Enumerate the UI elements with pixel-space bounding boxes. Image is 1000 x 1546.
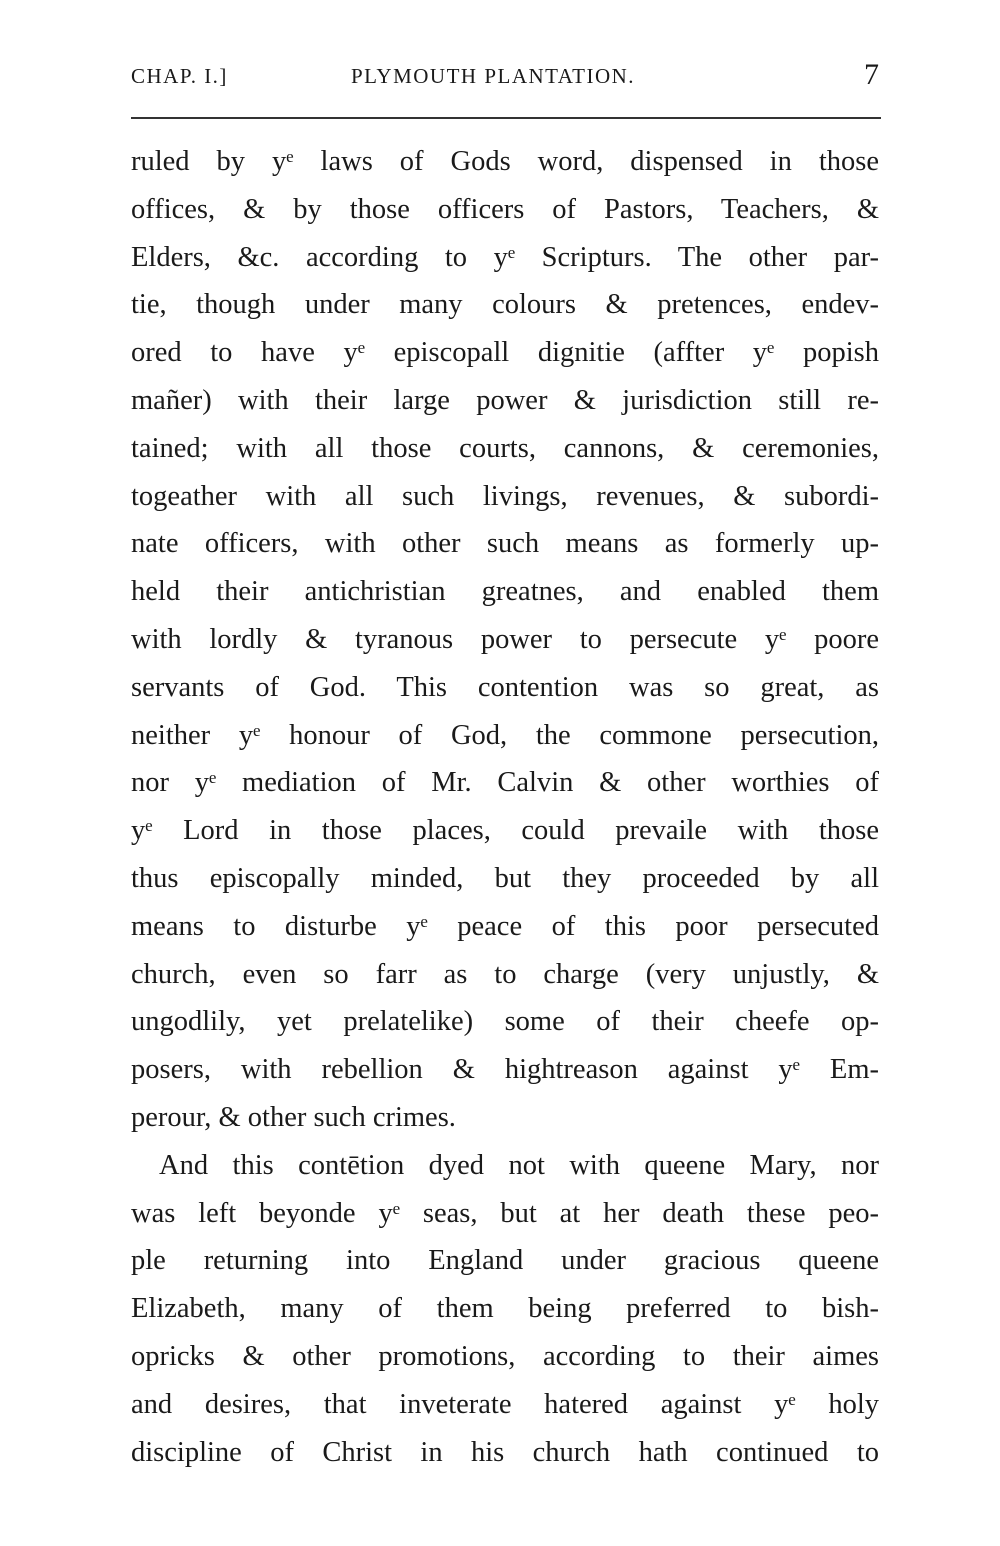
running-title: PLYMOUTH PLANTATION. <box>351 64 636 88</box>
text-line: held their antichristian greatnes, and enabled them <box>131 576 879 608</box>
page-body <box>131 138 879 1476</box>
text-line: with lordly & tyranous power to persecute yᵉ poore <box>131 623 879 655</box>
chapter-label: CHAP. I.] <box>131 64 228 88</box>
paragraph-1 <box>131 138 879 1142</box>
text-line: neither yᵉ honour of God, the commone persecution, <box>131 719 879 751</box>
paragraph-2 <box>131 1142 879 1477</box>
text-line: church, even so farr as to charge (very unjustly, & <box>131 958 879 990</box>
page-number: 7 <box>864 58 879 91</box>
text-line: nor yᵉ mediation of Mr. Calvin & other worthies of <box>131 767 879 799</box>
text-line: Elizabeth, many of them being preferred to bish- <box>131 1293 879 1325</box>
text-line: yᵉ Lord in those places, could prevaile with those <box>131 815 879 847</box>
text-line: And this contētion dyed not with queene Mary, nor <box>159 1149 879 1181</box>
text-line: was left beyonde yᵉ seas, but at her death these peo- <box>131 1197 879 1229</box>
text-line: posers, with rebellion & hightreason against yᵉ Em- <box>131 1054 879 1086</box>
header-rule <box>131 117 881 119</box>
text-line: nate officers, with other such means as formerly up- <box>131 528 879 560</box>
text-line: togeather with all such livings, revenues, & subordi- <box>131 480 879 512</box>
text-line: ungodlily, yet prelatelike) some of their cheefe op- <box>131 1006 879 1038</box>
text-line: means to disturbe yᵉ peace of this poor persecuted <box>131 910 879 942</box>
text-line: discipline of Christ in his church hath continued to <box>131 1436 879 1468</box>
text-line: tie, though under many colours & pretences, endev- <box>131 289 879 321</box>
text-line: tained; with all those courts, cannons, & ceremonies, <box>131 432 879 464</box>
text-line: offices, & by those officers of Pastors, Teachers, & <box>131 193 879 225</box>
text-line: perour, & other such crimes. <box>131 1101 456 1133</box>
text-line: ple returning into England under gracious queene <box>131 1245 879 1277</box>
text-line: ruled by yᵉ laws of Gods word, dispensed in those <box>131 146 879 177</box>
text-line: Elders, &c. according to yᵉ Scripturs. The other par- <box>131 241 879 273</box>
text-line: servants of God. This contention was so great, as <box>131 671 879 703</box>
text-line: thus episcopally minded, but they proceeded by all <box>131 862 879 894</box>
text-line: and desires, that inveterate hatered against yᵉ holy <box>131 1388 879 1420</box>
text-line: ored to have yᵉ episcopall dignitie (affter yᵉ popish <box>131 337 879 369</box>
text-line: mañer) with their large power & jurisdiction still re- <box>131 384 879 416</box>
text-line: opricks & other promotions, according to their aimes <box>131 1340 879 1372</box>
running-header <box>131 58 881 98</box>
